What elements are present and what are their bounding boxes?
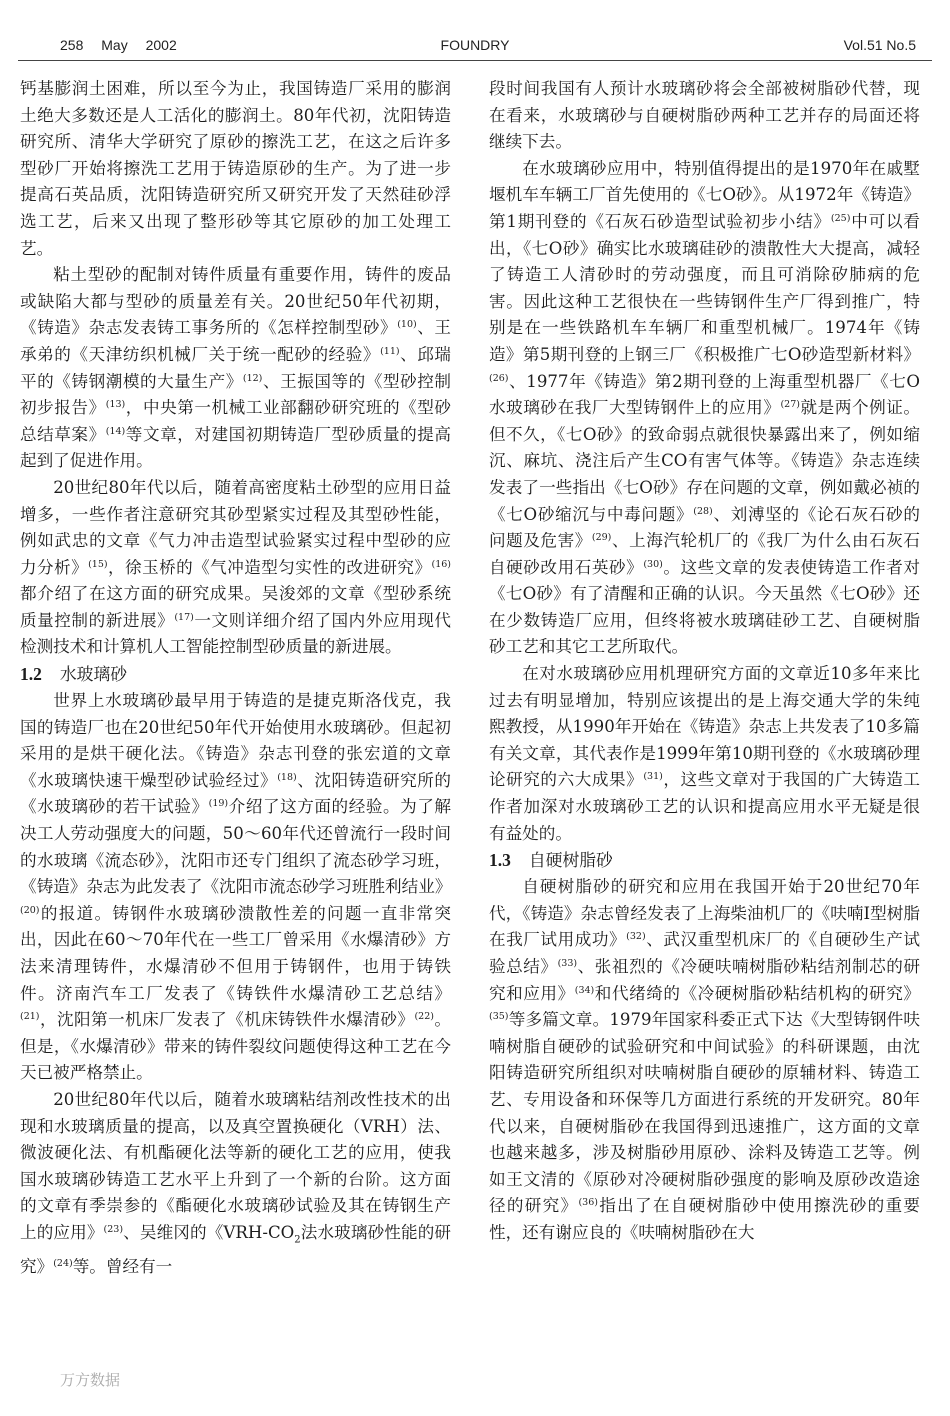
text-run: 在水玻璃砂应用中，特别值得提出的是1970年在戚墅堰机车车辆工厂首先使用的《七O砂》。从1972年《铸造》第1期刊登的《石灰石砂造型试验初步小结》: [489, 158, 920, 231]
text-run: 20世纪80年代以后，随着水玻璃粘结剂改性技术的出现和水玻璃质量的提高，以及真空置换硬化（VRH）法、微波硬化法、有机酯硬化法等新的硬化工艺的应用，使我国水玻璃砂铸造工艺水平上升到了一个新的台阶。这方面的文章有季崇参的《酯硬化水玻璃砂试验及其在铸钢生产上的应用》: [20, 1089, 451, 1242]
citation-ref: (13): [105, 399, 126, 411]
page-number: 258: [60, 37, 84, 53]
text-run: 法水玻璃砂性能的研究》: [20, 1222, 452, 1276]
text-run: 在对水玻璃砂应用机理研究方面的文章近10多年来比过去有明显增加，特别应该提出的是上海交通大学的朱纯熙教授，从1990年开始在《铸造》杂志上共发表了10多篇有关文章，其代表作是1999年第10期刊登的《水玻璃砂理论研究的六大成果》: [489, 664, 920, 790]
citation-ref: (18): [277, 771, 297, 783]
text-run: ，徐玉桥的《气冲造型匀实性的改进研究》: [107, 557, 432, 577]
citation-ref: (20): [20, 904, 40, 916]
right-column: [489, 76, 920, 1247]
section-number: 1.3: [489, 850, 511, 871]
text-run: 等文章，对建国初期铸造厂型砂质量的提高起到了促进作用。: [20, 424, 452, 471]
citation-ref: (28): [693, 505, 713, 517]
text-run: 、王承弟的《天津纺织机械厂关于统一配砂的经验》: [20, 318, 452, 364]
text-run: 都介绍了在这方面的研究成果。吴浚郊的文章《型砂系统质量控制的新进展》: [20, 584, 451, 630]
text-run: 、吴维冈的《VRH-CO: [123, 1222, 295, 1242]
text-run: ，这些文章对于我国的广大铸造工作者加深对水玻璃砂工艺的认识和提高应用水平无疑是很有益处的。: [489, 770, 921, 843]
paragraph: [20, 475, 451, 661]
text-run: 、上海汽轮机厂的《我厂为什么由石灰石自硬砂改用石英砂》: [489, 531, 921, 577]
issue-month: May: [101, 37, 128, 53]
text-run: 、沈阳铸造研究所的《水玻璃砂的若干试验》: [20, 770, 452, 817]
citation-ref: (35): [489, 1011, 509, 1023]
citation-ref: (23): [103, 1223, 124, 1235]
paragraph: [489, 661, 920, 847]
citation-ref: (17): [174, 611, 194, 623]
citation-ref: (31): [643, 771, 663, 783]
text-run: 、邱瑞平的《铸钢潮模的大量生产》: [20, 344, 452, 391]
citation-ref: (16): [431, 558, 451, 570]
volume-issue: Vol.51 No.5: [843, 37, 916, 53]
citation-ref: (10): [397, 319, 417, 331]
citation-ref: (19): [208, 798, 229, 810]
section-heading: [20, 661, 451, 688]
text-run: 20世纪80年代以后，随着高密度粘土砂型的应用日益增多，一些作者注意研究其砂型紧实过程及其型砂性能，例如武忠的文章《气力冲击造型试验紧实过程中型砂的应力分析》: [20, 477, 451, 577]
text-run: 等。曾经有一: [72, 1256, 173, 1276]
citation-ref: (34): [574, 984, 595, 996]
text-run: 、1977年《铸造》第2期刊登的上海重型机器厂《七O水玻璃砂在我厂大型铸钢件上的应用》: [489, 371, 920, 418]
text-run: 、武汉重型机床厂的《自硬砂生产试验总结》: [489, 930, 921, 976]
text-run: 一文则详细介绍了国内外应用现代检测技术和计算机人工智能控制型砂质量的新进展。: [20, 610, 452, 657]
citation-ref: (25): [830, 212, 851, 224]
paragraph: [20, 262, 451, 475]
text-run: 自硬树脂砂的研究和应用在我国开始于20世纪70年代，《铸造》杂志曾经发表了上海柴油机厂的《呋喃Ⅰ型树脂在我厂试用成功》: [489, 877, 920, 950]
citation-ref: (36): [578, 1197, 598, 1209]
section-number: 1.2: [20, 664, 42, 685]
text-run: 。这些文章的发表使铸造工作者对《七O砂》有了清醒和正确的认识。今天虽然《七O砂》还在少数铸造厂应用，但终将被水玻璃硅砂工艺、自硬树脂砂工艺和其它工艺所取代。: [489, 557, 921, 657]
citation-ref: (27): [780, 399, 800, 411]
paragraph: 段时间我国有人预计水玻璃砂将会全部被树脂砂代替，现在看来，水玻璃砂与自硬树脂砂两种工艺并存的局面还将继续下去。: [489, 79, 920, 152]
section-title: 自硬树脂砂: [528, 850, 613, 871]
header-rule: [18, 60, 932, 61]
citation-ref: (12): [242, 372, 263, 384]
watermark: 万方数据: [60, 1371, 121, 1389]
text-run: 粘土型砂的配制对铸件质量有重要作用，铸件的废品或缺陷大都与型砂的质量差有关。20世纪50年代初期，《铸造》杂志发表铸工事务所的《怎样控制型砂》: [20, 265, 451, 338]
citation-ref: (21): [20, 1011, 40, 1023]
issue-year: 2002: [145, 37, 177, 53]
paragraph: 钙基膨润土困难，所以至今为止，我国铸造厂采用的膨润土绝大多数还是人工活化的膨润土。80年代初，沈阳铸造研究所、清华大学研究了原砂的擦洗工艺，在这之后许多型砂厂开始将擦洗工艺用于铸造原砂的生产。为了进一步提高石英品质，沈阳铸造研究所又研究开发了天然硅砂浮选工艺，后来又出现了整形砂等其它原砂的加工处理工艺。: [20, 79, 451, 258]
citation-ref: (15): [88, 558, 108, 570]
text-run: 、王振国等的《型砂控制初步报告》: [20, 371, 452, 418]
text-run: 。但是，《水爆清砂》带来的铸件裂纹问题使得这种工艺在今天已被严格禁止。: [20, 1010, 452, 1083]
journal-name: FOUNDRY: [440, 37, 510, 53]
text-run: 就是两个例证。但不久，《七O砂》的致命弱点就很快暴露出来了，例如缩沉、麻坑、浇注后产生CO有害气体等。《铸造》杂志连续发表了一些指出《七O砂》存在问题的文章，例如戴必祯的《七O砂缩沉与中毒问题》: [489, 398, 921, 524]
text-run: 中可以看出，《七O砂》确实比水玻璃硅砂的溃散性大大提高，减轻了铸造工人清砂时的劳动强度，而且可消除矽肺病的危害。因此这种工艺很快在一些铸钢件生产厂得到推广，特别是在一些铁路机车车辆厂和重型机械厂。1974年《铸造》第5期刊登的上钢三厂《积极推广七O砂造型新材料》: [489, 211, 921, 364]
left-column: [20, 76, 451, 1280]
citation-ref: (30): [643, 558, 663, 570]
text-run: 的报道。铸钢件水玻璃砂溃散性差的问题一直非常突出，因此在60～70年代在一些工厂曾采用《水爆清砂》方法来清理铸件，水爆清砂不但用于铸钢件，也用于铸铁件。济南汽车工厂发表了《铸铁件水爆清砂工艺总结》: [20, 903, 451, 1003]
text-run: 指出了在自硬树脂砂中使用擦洗砂的重要性，还有谢应良的《呋喃树脂砂在大: [489, 1196, 920, 1242]
text-run: 和代绪绮的《冷硬树脂砂粘结机构的研究》: [594, 983, 921, 1003]
paragraph: [489, 874, 920, 1246]
citation-ref: (29): [591, 532, 612, 544]
paragraph: [20, 1087, 451, 1280]
citation-ref: (26): [489, 372, 509, 384]
text-run: ，中央第一机械工业部翻砂研究班的《型砂总结草案》: [20, 398, 452, 444]
section-heading: [489, 847, 920, 874]
citation-ref: (33): [557, 958, 578, 969]
subscript: 2: [294, 1234, 301, 1246]
citation-ref: (22): [414, 1011, 434, 1023]
citation-ref: (32): [626, 931, 646, 943]
text-run: 、张祖烈的《冷硬呋喃树脂砂粘结剂制芯的研究和应用》: [489, 957, 921, 1003]
citation-ref: (24): [53, 1257, 73, 1269]
citation-ref: (11): [380, 345, 400, 357]
paragraph: [20, 688, 451, 1087]
paragraph: [489, 156, 920, 661]
text-run: ，沈阳第一机床厂发表了《机床铸铁件水爆清砂》: [39, 1010, 415, 1030]
citation-ref: (14): [105, 425, 126, 437]
section-title: 水玻璃砂: [59, 664, 128, 685]
text-run: 等多篇文章。1979年国家科委正式下达《大型铸钢件呋喃树脂自硬砂的试验研究和中间试验》的科研课题，由沈阳铸造研究所组织对呋喃树脂自硬砂的原辅材料、铸造工艺、专用设备和环保等几方面进行系统的开发研究。80年代以来，自硬树脂砂在我国得到迅速推广，这方面的文章也越来越多，涉及树脂砂用原砂、涂料及铸造工艺等。例如王文清的《原砂对冷硬树脂砂强度的影响及原砂改造途径的研究》: [489, 1010, 920, 1216]
text-run: 世界上水玻璃砂最早用于铸造的是捷克斯洛伐克，我国的铸造厂也在20世纪50年代开始使用水玻璃砂。但起初采用的是烘干硬化法。《铸造》杂志刊登的张宏道的文章《水玻璃快速干燥型砂试验经过》: [20, 691, 451, 790]
text-run: 介绍了这方面的经验。为了解决工人劳动强度大的问题，50～60年代还曾流行一段时间的水玻璃《流态砂》，沈阳市还专门组织了流态砂学习班，《铸造》杂志为此发表了《沈阳市流态砂学习班胜利结业》: [20, 797, 452, 897]
text-run: 、刘溥坚的《论石灰石砂的问题及危害》: [489, 504, 920, 551]
